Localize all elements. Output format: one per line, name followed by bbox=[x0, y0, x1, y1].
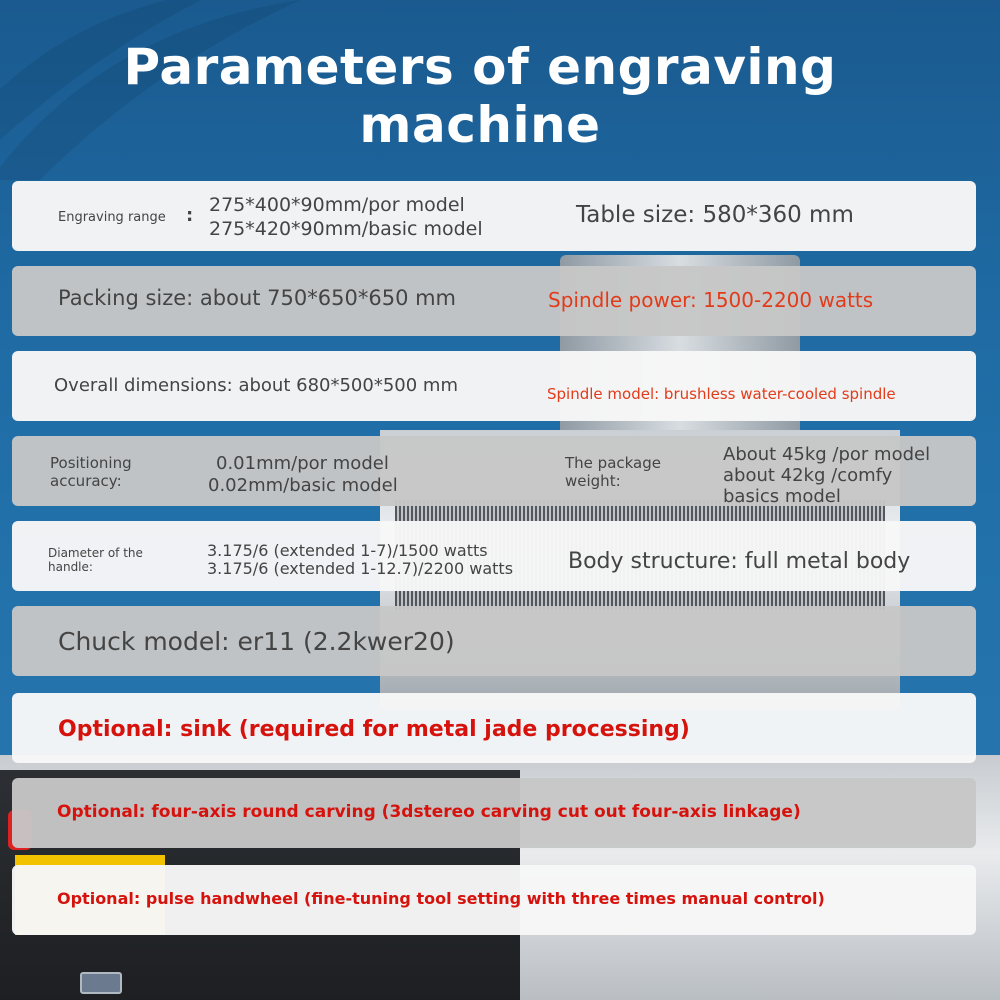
package-weight-value-3: basics model bbox=[723, 486, 841, 507]
handle-diameter-value-2: 3.175/6 (extended 1-12.7)/2200 watts bbox=[207, 559, 514, 578]
vga-port-icon bbox=[80, 972, 122, 994]
overall-dimensions-text: Overall dimensions: about 680*500*500 mm bbox=[54, 375, 458, 396]
engraving-range-value-2: 275*420*90mm/basic model bbox=[209, 218, 483, 240]
package-weight-label-2: weight: bbox=[565, 472, 621, 490]
spec-row-overall-dimensions bbox=[12, 351, 976, 421]
positioning-accuracy-value-2: 0.02mm/basic model bbox=[208, 475, 398, 496]
spec-row-packing-size bbox=[12, 266, 976, 336]
handle-diameter-label bbox=[48, 546, 143, 574]
chuck-model-text: Chuck model: er11 (2.2kwer20) bbox=[58, 627, 455, 656]
handle-diameter-label-2: handle: bbox=[48, 560, 93, 574]
table-size-text: Table size: 580*360 mm bbox=[576, 202, 854, 228]
spec-row-chuck-model bbox=[12, 606, 976, 676]
spec-row-positioning-accuracy bbox=[12, 436, 976, 506]
spindle-power-text: Spindle power: 1500-2200 watts bbox=[548, 288, 874, 312]
package-weight-values bbox=[723, 444, 930, 507]
spindle-model-text: Spindle model: brushless water-cooled spindle bbox=[547, 385, 896, 403]
engraving-range-label: Engraving range bbox=[58, 210, 166, 225]
positioning-accuracy-value-1: 0.01mm/por model bbox=[216, 453, 389, 474]
package-weight-label-1: The package bbox=[565, 454, 661, 472]
packing-size-text: Packing size: about 750*650*650 mm bbox=[58, 286, 457, 310]
positioning-accuracy-values bbox=[208, 453, 398, 497]
positioning-accuracy-label-1: Positioning bbox=[50, 454, 132, 472]
positioning-accuracy-label bbox=[50, 454, 132, 490]
optional-handwheel-text: Optional: pulse handwheel (fine-tuning tool setting with three times manual control) bbox=[57, 889, 825, 908]
handle-diameter-values bbox=[207, 542, 513, 578]
body-structure-text: Body structure: full metal body bbox=[568, 549, 911, 574]
engraving-range-values bbox=[209, 193, 483, 241]
engraving-range-colon: : bbox=[186, 205, 194, 226]
page-title-text: Parameters of engraving machine bbox=[123, 38, 837, 154]
engraving-range-value-1: 275*400*90mm/por model bbox=[209, 194, 465, 216]
handle-diameter-label-1: Diameter of the bbox=[48, 546, 143, 560]
optional-four-axis-text: Optional: four-axis round carving (3dstereo carving cut out four-axis linkage) bbox=[57, 802, 801, 822]
spec-row-optional-sink bbox=[12, 693, 976, 763]
spec-row-handle-diameter bbox=[12, 521, 976, 591]
package-weight-label bbox=[565, 454, 661, 490]
spec-row-engraving-range bbox=[12, 181, 976, 251]
spec-row-optional-handwheel bbox=[12, 865, 976, 935]
package-weight-value-2: about 42kg /comfy bbox=[723, 465, 893, 486]
page-title bbox=[0, 38, 960, 154]
package-weight-value-1: About 45kg /por model bbox=[723, 444, 931, 465]
positioning-accuracy-label-2: accuracy: bbox=[50, 472, 122, 490]
spec-row-optional-four-axis bbox=[12, 778, 976, 848]
optional-sink-text: Optional: sink (required for metal jade processing) bbox=[58, 717, 690, 742]
handle-diameter-value-1: 3.175/6 (extended 1-7)/1500 watts bbox=[207, 541, 488, 560]
